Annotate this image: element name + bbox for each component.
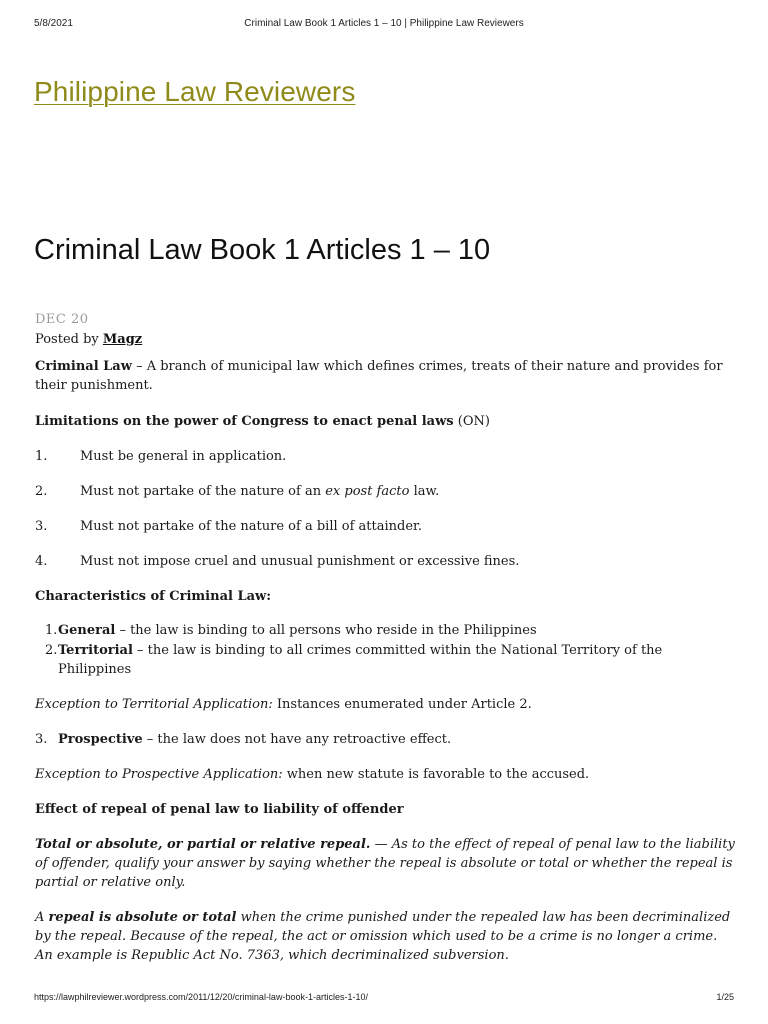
exception-prospective	[35, 765, 735, 784]
print-date: 5/8/2021	[34, 18, 73, 29]
absolute-text: when the crime punished under the repealed law has been decriminalized by the repeal. Because of the repeal, the act or omission which used to be a crime is no longer a crime. An example is Republic Act No. 7363, which decriminalized subversion.	[35, 910, 731, 963]
limitations-heading	[35, 412, 735, 431]
limitations-heading-text: Limitations on the power of Congress to enact penal laws	[35, 414, 454, 429]
characteristic-description: – the law is binding to all crimes committed within the National Territory of the Philippines	[58, 643, 663, 677]
limitation-number: 3.	[35, 519, 48, 534]
limitation-text: Must not partake of the nature of a bill of attainder.	[80, 519, 422, 534]
author-link[interactable]: Magz	[102, 332, 143, 347]
exception-territorial-label: Exception to Territorial Application:	[35, 697, 273, 712]
prospective-number: 3.	[35, 732, 48, 747]
prospective-text	[58, 730, 451, 749]
print-url: https://lawphilreviewer.wordpress.com/2011/12/20/criminal-law-book-1-articles-1-10/	[34, 992, 368, 1002]
definition-term: Criminal Law	[35, 359, 132, 374]
characteristic-term: Territorial	[58, 643, 133, 658]
characteristic-text	[58, 641, 718, 679]
prospective-description: – the law does not have any retroactive effect.	[142, 732, 452, 747]
print-footer	[34, 992, 734, 1004]
page-number: 1/25	[716, 992, 734, 1002]
posted-by-label: Posted by	[35, 332, 99, 347]
site-title-link[interactable]: Philippine Law Reviewers	[34, 76, 356, 107]
characteristic-number: 2.	[45, 643, 58, 658]
absolute-repeal-paragraph	[35, 908, 735, 965]
print-header	[34, 18, 734, 32]
repeal-heading-text: Effect of repeal of penal law to liability of offender	[35, 802, 404, 817]
characteristic-text	[58, 621, 718, 640]
characteristics-heading	[35, 587, 735, 606]
repeal-paragraph-bold: Total or absolute, or partial or relative repeal.	[35, 837, 371, 852]
post-title: Criminal Law Book 1 Articles 1 – 10	[34, 234, 491, 266]
post-date	[35, 310, 735, 329]
absolute-bold: repeal is absolute or total	[48, 910, 237, 925]
limitation-number: 2.	[35, 484, 48, 499]
print-page-title: Criminal Law Book 1 Articles 1 – 10 | Philippine Law Reviewers	[244, 18, 524, 29]
exception-prospective-text: when new statute is favorable to the accused.	[282, 767, 590, 782]
definition-text: – A branch of municipal law which defines crimes, treats of their nature and provides for their punishment.	[35, 359, 723, 393]
exception-territorial-text: Instances enumerated under Article 2.	[272, 697, 532, 712]
limitation-number: 1.	[35, 449, 48, 464]
repeal-paragraph	[35, 835, 735, 892]
posted-by	[35, 330, 735, 349]
characteristics-heading-text: Characteristics of Criminal Law:	[35, 589, 272, 604]
repeal-heading	[35, 800, 735, 819]
exception-prospective-label: Exception to Prospective Application:	[35, 767, 283, 782]
exception-territorial	[35, 695, 735, 714]
limitation-text	[80, 482, 439, 501]
absolute-prefix: A	[35, 910, 49, 925]
characteristic-number: 1.	[45, 623, 58, 638]
prospective-term: Prospective	[58, 732, 143, 747]
characteristic-term: General	[58, 623, 116, 638]
post-date-text: DEC 20	[35, 312, 89, 327]
characteristic-description: – the law is binding to all persons who reside in the Philippines	[115, 623, 537, 638]
repeal-paragraph-text: — As to the effect of repeal of penal law to the liability of offender, qualify your answer by saying whether the repeal is absolute or total or whether the repeal is partial or relative only.	[35, 837, 735, 890]
limitation-number: 4.	[35, 554, 48, 569]
limitation-text-before: Must not partake of the nature of an	[80, 484, 326, 499]
limitation-italic: ex post facto	[325, 484, 410, 499]
limitations-heading-suffix: (ON)	[453, 414, 490, 429]
limitation-text: Must not impose cruel and unusual punishment or excessive fines.	[80, 554, 520, 569]
limitation-text: Must be general in application.	[80, 449, 287, 464]
definition-paragraph	[35, 357, 735, 395]
limitation-text-after: law.	[409, 484, 440, 499]
